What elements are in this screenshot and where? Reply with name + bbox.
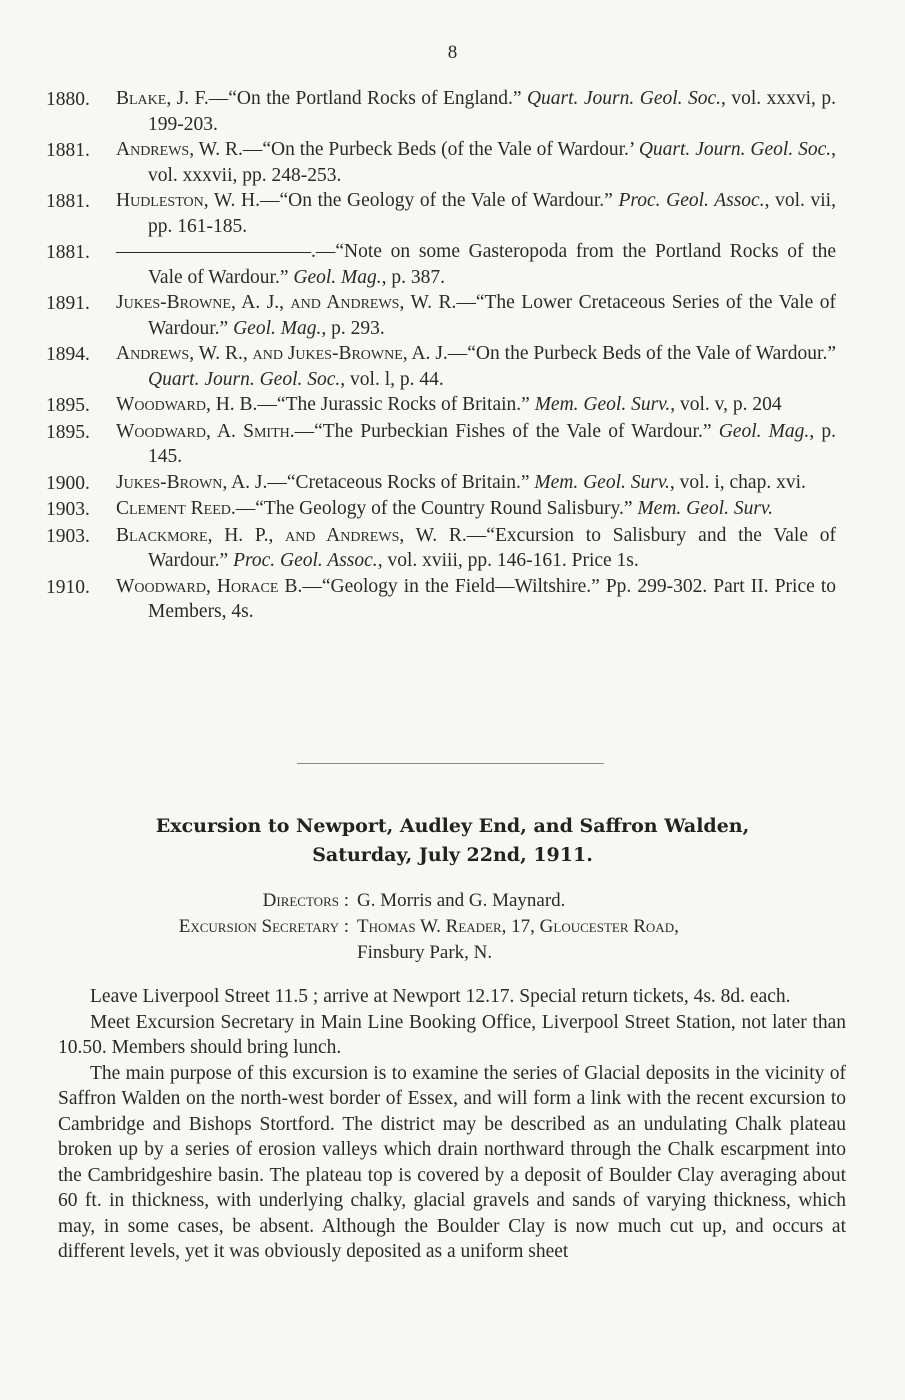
- reference-title: —“The Purbeckian Fishes of the Vale of Wardour.”: [294, 420, 712, 442]
- reference-journal: Mem. Geol. Surv.: [637, 498, 773, 519]
- reference-entry: [46, 574, 836, 625]
- reference-title: —“On the Purbeck Beds of the Vale of Wardour.”: [447, 343, 836, 364]
- secretary-value-line-1: Thomas W. Reader, 17, Gloucester Road,: [357, 916, 679, 937]
- reference-journal: Quart. Journ. Geol. Soc.: [638, 139, 832, 160]
- reference-author: Andrews, W. R.: [116, 139, 243, 160]
- reference-journal: Geol. Mag.: [233, 317, 322, 339]
- reference-title: —“Geology in the Field—Wiltshire.”: [302, 575, 600, 597]
- reference-year: 1881.: [46, 191, 90, 212]
- secretary-label: Excursion Secretary :: [178, 916, 349, 937]
- reference-body: [116, 470, 836, 497]
- reference-year: 1891.: [46, 293, 90, 314]
- excursion-body: [58, 984, 846, 1265]
- reference-author: Jukes-Brown, A. J.: [116, 471, 268, 493]
- reference-body: [116, 188, 836, 239]
- directors-value: G. Morris and G. Maynard.: [357, 890, 566, 911]
- reference-author: Jukes-Browne, A. J., and Andrews, W. R.: [116, 292, 457, 313]
- reference-details: , vol. xviii, pp. 146-161. Price 1s.: [377, 550, 639, 571]
- reference-body: [116, 392, 836, 419]
- section-divider: [297, 763, 604, 764]
- reference-body: [116, 496, 836, 523]
- heading-line-2: Saturday, July 22nd, 1911.: [312, 844, 593, 866]
- reference-journal: Mem. Geol. Surv.: [534, 394, 671, 415]
- secretary-value: [357, 914, 905, 966]
- reference-body: [116, 137, 836, 188]
- reference-details: Pp. 299-302. Part II. Price to Members, 4s.: [148, 575, 836, 622]
- reference-year: 1895.: [46, 395, 90, 416]
- reference-title: —“On the Portland Rocks of England.”: [208, 88, 522, 109]
- reference-details: , p. 145.: [148, 420, 837, 467]
- reference-year: 1881.: [46, 242, 90, 263]
- excursion-heading: [40, 812, 865, 870]
- reference-journal: Proc. Geol. Assoc.: [233, 550, 378, 571]
- reference-journal: Proc. Geol. Assoc.: [618, 190, 765, 211]
- reference-title: .—“Note on some Gasteropoda from the Portland Rocks of the Vale of Wardour.”: [148, 241, 836, 288]
- reference-entry: [46, 470, 836, 497]
- reference-body: [116, 574, 836, 625]
- reference-year: 1903.: [46, 499, 90, 520]
- reference-title: —“The Lower Cretaceous Series of the Vale of Wardour.”: [148, 292, 836, 339]
- reference-body: [116, 523, 836, 574]
- excursion-officers: [0, 888, 905, 966]
- reference-entry: [46, 188, 836, 239]
- reference-entry: [46, 419, 836, 470]
- paragraph-travel: Leave Liverpool Street 11.5 ; arrive at Newport 12.17. Special return tickets, 4s. 8d. each.: [90, 986, 791, 1007]
- reference-year: 1903.: [46, 525, 90, 547]
- reference-author: Woodward, Horace B.: [116, 575, 303, 597]
- reference-title: —“The Geology of the Country Round Salisbury.”: [235, 498, 633, 519]
- page-number: 8: [447, 42, 458, 63]
- secretary-value-line-2: Finsbury Park, N.: [357, 942, 493, 963]
- reference-author: Hudleston, W. H.: [116, 190, 260, 211]
- directors-row: [0, 888, 905, 914]
- reference-body: [116, 419, 836, 470]
- reference-author: ——————————: [116, 241, 311, 262]
- reference-journal: Geol. Mag.: [718, 420, 810, 442]
- bibliography-list: [46, 86, 836, 625]
- reference-entry: [46, 86, 836, 137]
- reference-title: —“On the Purbeck Beds (of the Vale of Wardour.’: [242, 139, 634, 160]
- reference-details: , p. 293.: [321, 317, 385, 339]
- reference-entry: [46, 290, 836, 341]
- secretary-row: [0, 914, 905, 966]
- reference-year: 1910.: [46, 576, 90, 598]
- reference-author: Woodward, H. B.: [116, 394, 258, 415]
- reference-author: Andrews, W. R., and Jukes-Browne, A. J.: [116, 343, 448, 364]
- reference-entry: [46, 341, 836, 392]
- reference-title: —“Cretaceous Rocks of Britain.”: [267, 471, 530, 493]
- reference-entry: [46, 523, 836, 574]
- reference-body: [116, 290, 836, 341]
- reference-details: , vol. xxxvii, pp. 248-253.: [148, 139, 837, 186]
- reference-details: , p. 387.: [381, 266, 446, 288]
- reference-year: 1894.: [46, 344, 90, 365]
- reference-title: —“The Jurassic Rocks of Britain.”: [257, 394, 530, 415]
- reference-journal: Geol. Mag.: [293, 266, 382, 288]
- reference-details: , vol. vii, pp. 161-185.: [148, 190, 836, 237]
- reference-entry: [46, 392, 836, 419]
- reference-title: —“Excursion to Salisbury and the Vale of Wardour.”: [148, 524, 836, 571]
- paragraph-meeting: Meet Excursion Secretary in Main Line Booking Office, Liverpool Street Station, not later than 10.50. Members should bring lunch.: [58, 1011, 846, 1058]
- reference-body: [116, 86, 836, 137]
- reference-entry: [46, 137, 836, 188]
- reference-details: , vol. v, p. 204: [670, 394, 782, 415]
- reference-details: , vol. l, p. 44.: [340, 368, 444, 390]
- reference-journal: Mem. Geol. Surv.: [534, 471, 670, 493]
- reference-year: 1900.: [46, 472, 90, 494]
- reference-year: 1895.: [46, 421, 90, 443]
- reference-journal: Quart. Journ. Geol. Soc.: [526, 88, 722, 109]
- reference-author: Blake, J. F.: [116, 88, 209, 109]
- directors-label: Directors :: [262, 890, 349, 911]
- reference-entry: [46, 239, 836, 290]
- reference-body: [116, 341, 836, 392]
- reference-author: Woodward, A. Smith.: [116, 420, 295, 442]
- reference-details: , vol. i, chap. xvi.: [669, 471, 806, 493]
- reference-details: , vol. xxxvi, p. 199-203.: [148, 88, 836, 135]
- reference-journal: Quart. Journ. Geol. Soc.: [148, 368, 341, 390]
- reference-year: 1880.: [46, 89, 90, 110]
- heading-line-1: Excursion to Newport, Audley End, and Saffron Walden,: [155, 815, 750, 837]
- reference-title: —“On the Geology of the Vale of Wardour.”: [259, 190, 613, 211]
- reference-entry: [46, 496, 836, 523]
- reference-author: Blackmore, H. P., and Andrews, W. R.: [116, 524, 467, 546]
- reference-author: Clement Reed.: [116, 498, 236, 519]
- paragraph-purpose: The main purpose of this excursion is to examine the series of Glacial deposits in the vicinity of Saffron Walden on the north-west border of Essex, and will form a link with the recent excursion to Cambridge and Bishops Stortford. The district may be described as an undulating Chalk plateau broken up by a series of erosion valleys which drain northward through the Chalk escarpment into the Cambridgeshire basin. The plateau top is covered by a deposit of Boulder Clay averaging about 60 ft. in thickness, with underlying chalky, glacial gravels and sands of varying thickness, which may, in some cases, be absent. Although the Boulder Clay is now much cut up, and occurs at different levels, yet it was obviously deposited as a uniform sheet: [58, 1062, 846, 1262]
- reference-body: [116, 239, 836, 290]
- reference-year: 1881.: [46, 140, 90, 161]
